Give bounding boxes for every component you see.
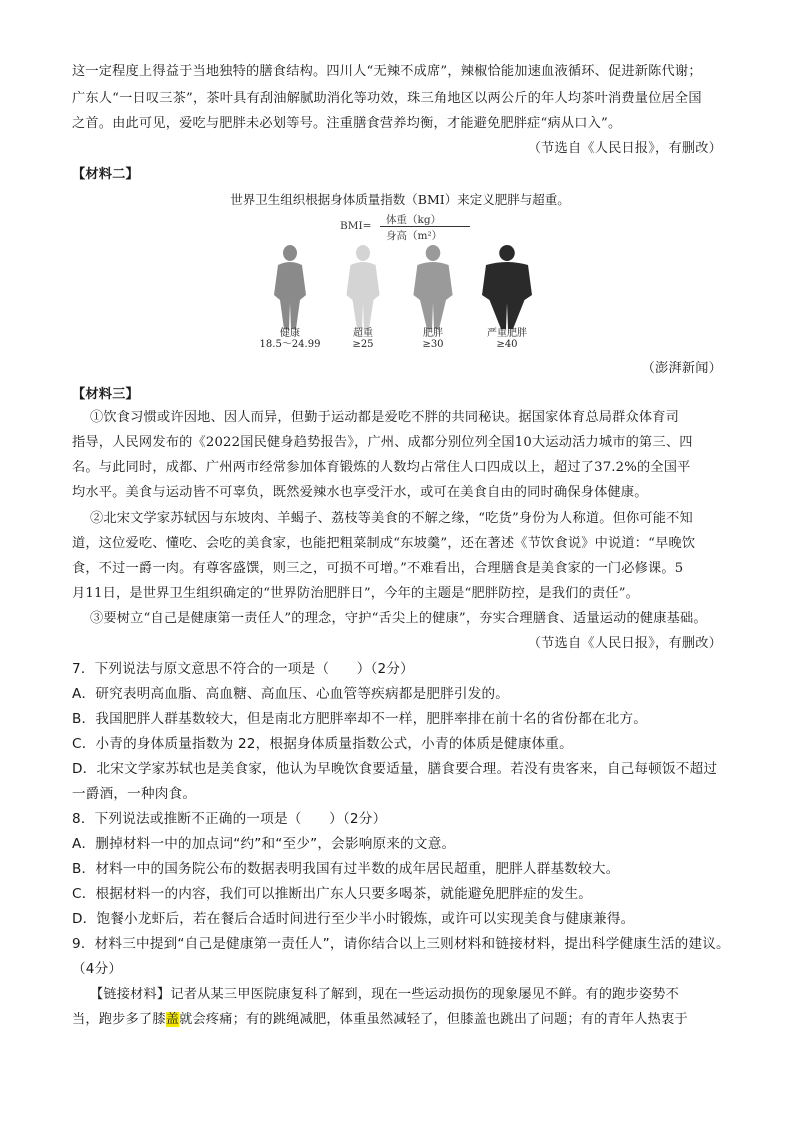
category-range: ≥30 xyxy=(422,339,444,350)
paragraph-line: 月11日，是世界卫生组织确定的“世界防治肥胖日”，今年的主题是“肥胖防控，是我们的责任”。 xyxy=(72,586,640,601)
q8-option-c: C．根据材料一的内容，我们可以推断出广东人只要多喝茶，就能避免肥胖症的发生。 xyxy=(72,886,593,902)
body-silhouette xyxy=(346,245,379,329)
paragraph-line: ③要树立“自己是健康第一责任人”的理念，守护“舌尖上的健康”，夯实合理膳食、适量运动的健康基础。 xyxy=(90,611,707,626)
category-name: 超重 xyxy=(353,328,373,339)
question-8: 8．下列说法或推断不正确的一项是（ ）（2分） xyxy=(72,811,387,827)
q8-option-b: B．材料一中的国务院公布的数据表明我国有过半数的成年居民超重，肥胖人群基数较大。 xyxy=(72,861,620,877)
q7-option-c: C．小青的身体质量指数为 22，根据身体质量指数公式，小青的体质是健康体重。 xyxy=(72,736,573,752)
category-range: 18.5～24.99 xyxy=(259,339,321,350)
question-7: 7．下列说法与原文意思不符合的一项是（ ）（2分） xyxy=(72,661,414,677)
body-silhouette xyxy=(482,245,532,329)
body-silhouettes xyxy=(260,245,550,330)
highlighted-char: 盖 xyxy=(165,1012,180,1027)
silhouette-head xyxy=(356,245,370,261)
q7-option-a: A．研究表明高血脂、高血糖、高血压、心血管等疾病都是肥胖引发的。 xyxy=(72,686,510,702)
paragraph-line: 道，这位爱吃、懂吃、会吃的美食家，也能把粗菜制成“东坡羹”，还在著述《节饮食说》中说道：“早晚饮 xyxy=(72,536,696,551)
figure-title: 世界卫生组织根据身体质量指数（BMI）来定义肥胖与超重。 xyxy=(230,192,570,207)
text-span: 就会疼痛；有的跳绳减肥，体重虽然减轻了，但膝盖也跳出了问题；有的青年人热衷于 xyxy=(179,1012,688,1027)
bmi-category xyxy=(472,328,542,350)
silhouette-head xyxy=(283,245,297,261)
category-range: ≥25 xyxy=(352,339,374,350)
source-note: （节选自《人民日报》，有删改） xyxy=(527,636,722,651)
silhouette-body xyxy=(413,262,452,329)
body-silhouette xyxy=(274,245,306,329)
formula-label: BMI= xyxy=(340,220,372,232)
paragraph-line: 之首。由此可见，爱吃与肥胖未必划等号。注重膳食营养均衡，才能避免肥胖症“病从口入”。 xyxy=(72,116,622,131)
figure-source: （澎湃新闻） xyxy=(641,361,722,376)
category-name: 严重肥胖 xyxy=(487,328,527,339)
link-material-line: 【链接材料】记者从某三甲医院康复科了解到，现在一些运动损伤的现象屡见不鲜。有的跑步姿势不 xyxy=(90,987,680,1002)
silhouette-body xyxy=(274,262,306,329)
q8-option-a: A．删掉材料一中的加点词“约”和“至少”，会影响原来的文意。 xyxy=(72,836,456,852)
bmi-category xyxy=(398,328,468,350)
q7-option-b: B．我国肥胖人群基数较大，但是南北方肥胖率却不一样，肥胖率排在前十名的省份都在北方。 xyxy=(72,711,648,727)
paragraph-line: 指导，人民网发布的《2022国民健身趋势报告》，广州、成都分别位列全国10大运动活力城市的第三、四 xyxy=(72,435,693,450)
q7-option-d: D．北宋文学家苏轼也是美食家，他认为早晚饮食要适量，膳食要合理。若没有贵客来，自己每顿饭不超过 xyxy=(72,761,718,777)
paragraph-line: 食，不过一爵一肉。有尊客盛馔，则三之，可损不可增。”不难看出，合理膳食是美食家的一门必修课。5 xyxy=(72,561,684,576)
question-9-points: （4分） xyxy=(72,961,123,977)
paragraph-line: ②北宋文学家苏轼因与东坡肉、羊蝎子、荔枝等美食的不解之缘，“吃货”身份为人称道。但你可能不知 xyxy=(90,511,693,526)
paragraph-line: 这一定程度上得益于当地独特的膳食结构。四川人“无辣不成席”，辣椒恰能加速血液循环、促进新陈代谢； xyxy=(72,64,702,79)
text-span: 当，跑步多了膝 xyxy=(72,1012,166,1027)
link-material-line xyxy=(72,1010,722,1030)
fraction-bar xyxy=(380,226,470,227)
source-note: （节选自《人民日报》，有删改） xyxy=(527,141,722,156)
bmi-category xyxy=(328,328,398,350)
paragraph-line: 广东人“一日叹三茶”，茶叶具有刮油解腻助消化等功效，珠三角地区以两公斤的年人均茶叶消费量位居全国 xyxy=(72,91,702,106)
silhouette-head xyxy=(426,245,441,261)
bmi-figure xyxy=(200,190,600,355)
paragraph-line: ①饮食习惯或许因地、因人而异，但勤于运动都是爱吃不胖的共同秘诀。据国家体育总局群众体育司 xyxy=(90,410,680,425)
question-9: 9．材料三中提到“自己是健康第一责任人”，请你结合以上三则材料和链接材料，提出科学健康生活的建议。 xyxy=(72,936,730,952)
body-silhouette xyxy=(413,245,452,329)
category-range: ≥40 xyxy=(496,339,518,350)
formula-numerator: 体重（kg） xyxy=(386,214,442,226)
silhouette-head xyxy=(499,245,515,261)
q7-option-d-cont: 一爵酒，一种肉食。 xyxy=(72,786,197,802)
paragraph-line: 均水平。美食与运动皆不可辜负，既然爱辣水也享受汗水，或可在美食自由的同时确保身体健康。 xyxy=(72,485,648,500)
q8-option-d: D．饱餐小龙虾后，若在餐后合适时间进行至少半小时锻炼，或许可以实现美食与健康兼得。 xyxy=(72,911,635,927)
silhouette-body xyxy=(346,262,379,329)
section-heading-material-3: 【材料三】 xyxy=(72,387,139,402)
category-name: 肥胖 xyxy=(423,328,443,339)
bmi-category xyxy=(255,328,325,350)
category-name: 健康 xyxy=(280,328,300,339)
paragraph-line: 名。与此同时，成都、广州两市经常参加体育锻炼的人数均占常住人口四成以上，超过了37.2%的全国平 xyxy=(72,460,691,475)
section-heading-material-2: 【材料二】 xyxy=(72,167,139,182)
formula-denominator: 身高（m²） xyxy=(386,230,443,242)
silhouette-body xyxy=(482,262,532,329)
